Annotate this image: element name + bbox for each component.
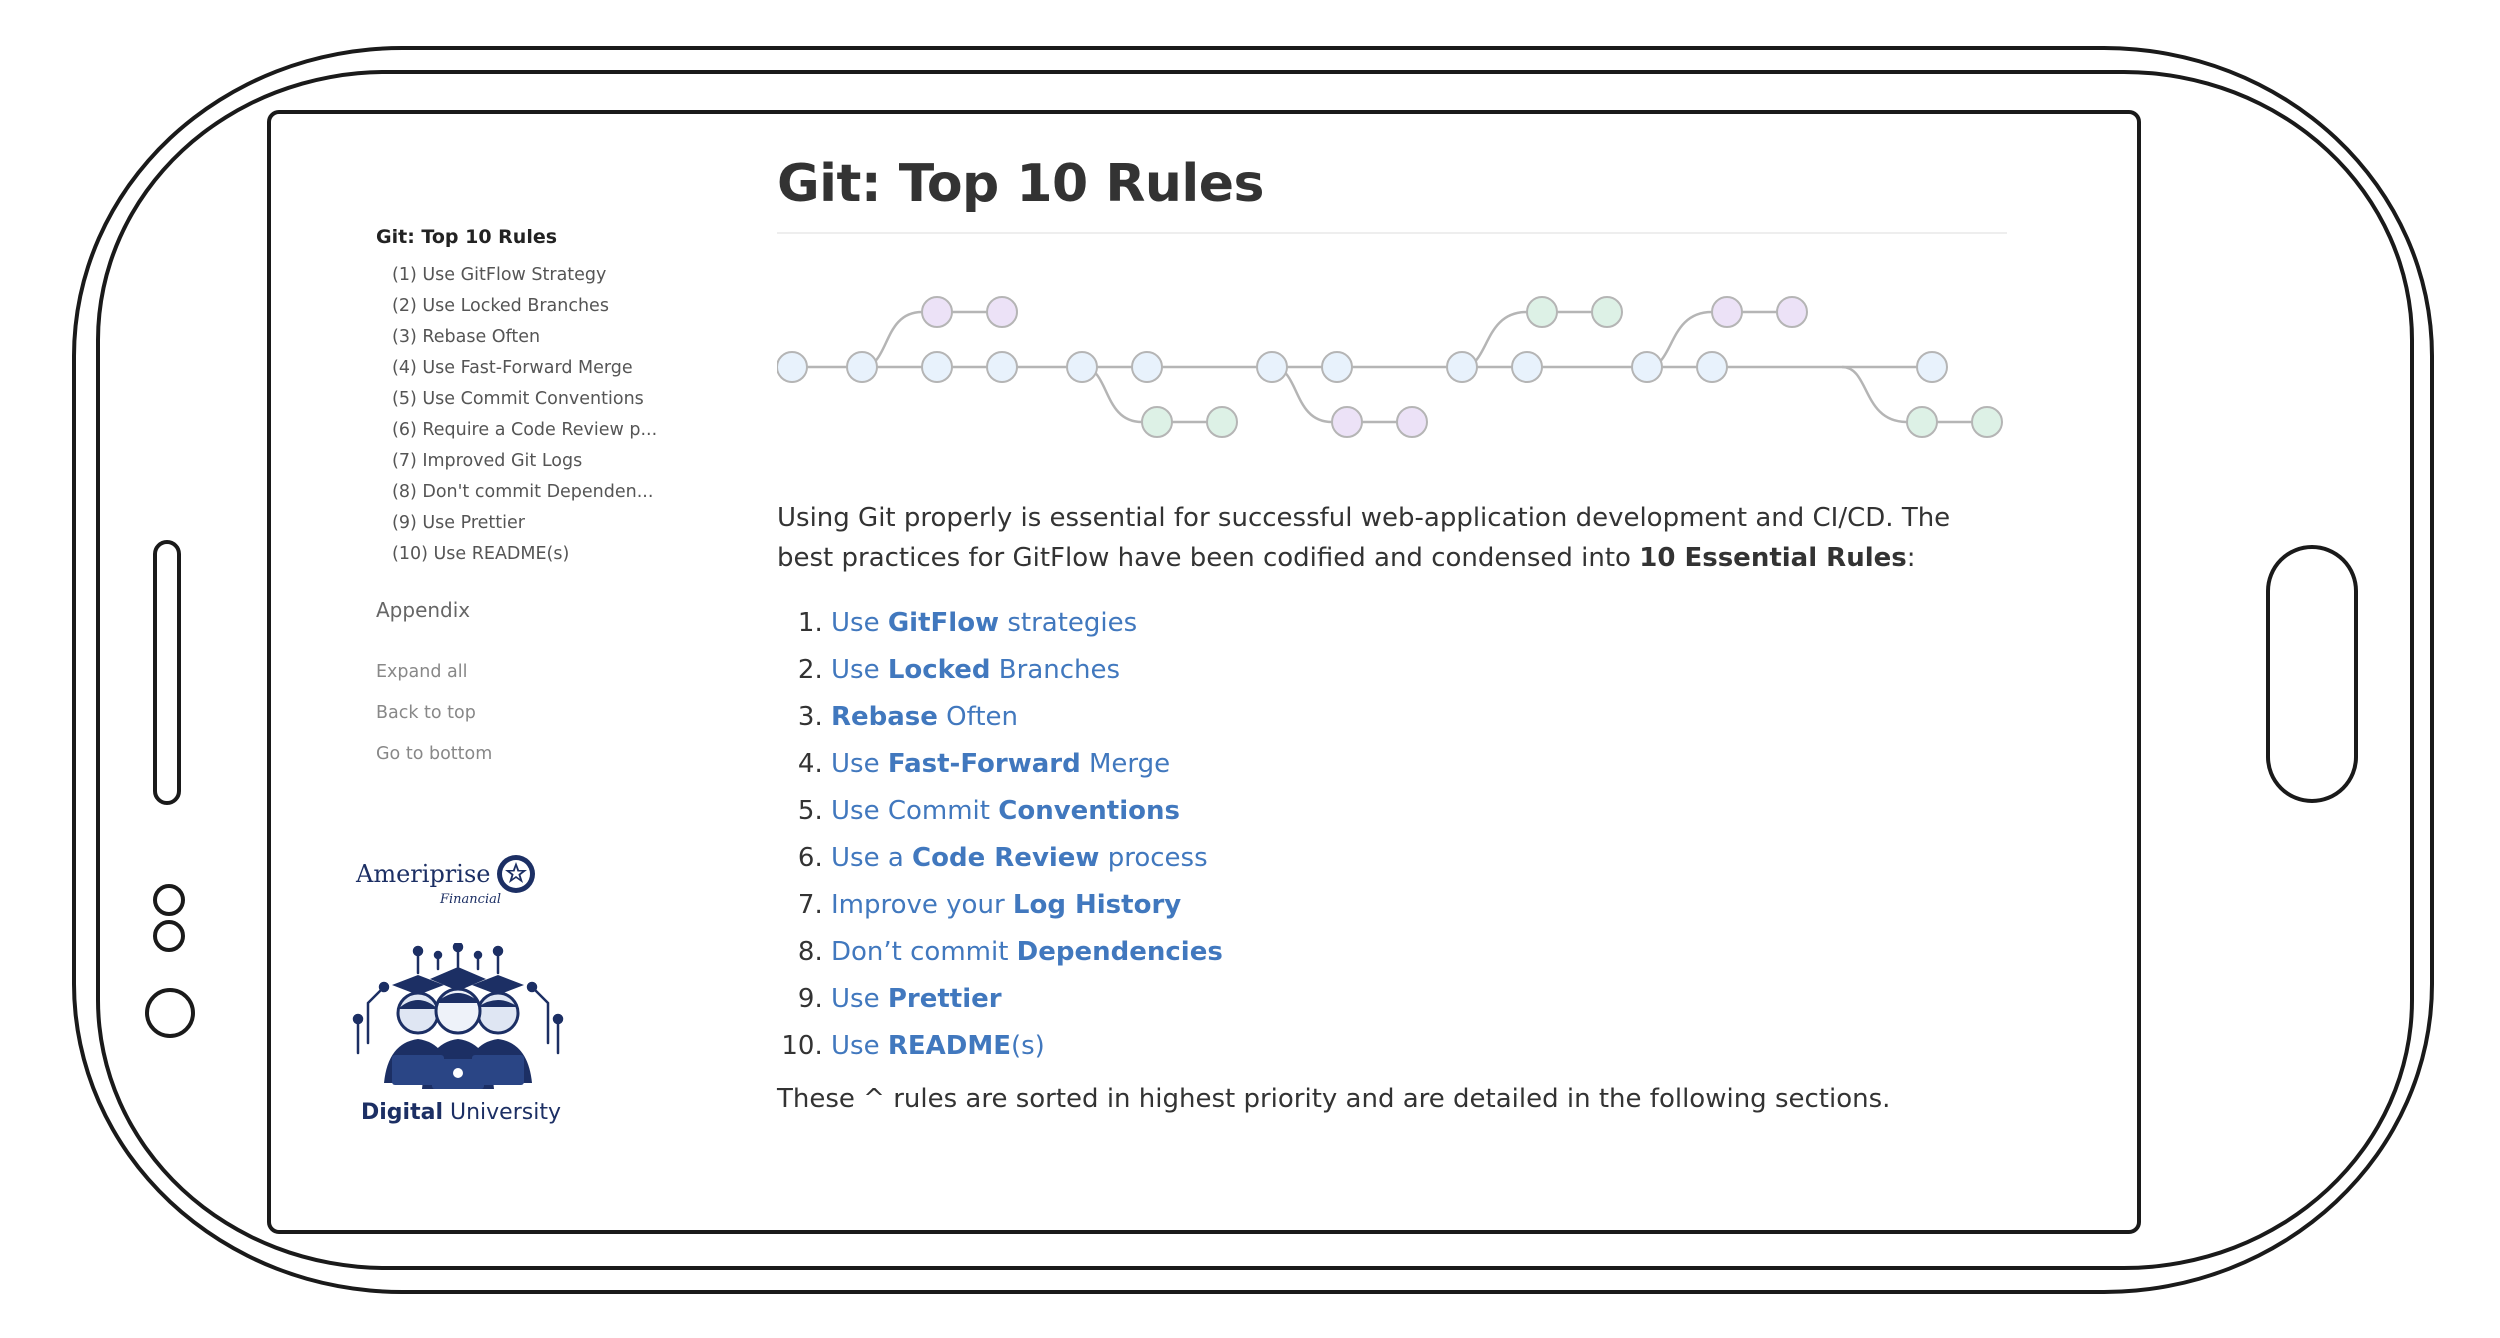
- rule-text: Use: [831, 608, 888, 638]
- table-of-contents: [376, 226, 676, 775]
- rule-text: Use Commit: [831, 796, 999, 826]
- rule-item: [831, 976, 2007, 1023]
- digital-university-label: [361, 1100, 586, 1125]
- home-button[interactable]: [2266, 545, 2358, 803]
- toc-item-locked-branches[interactable]: (2) Use Locked Branches: [392, 296, 609, 316]
- commit-node: [1697, 352, 1727, 382]
- ameriprise-logo: [356, 854, 586, 894]
- toc-item-dependencies[interactable]: (8) Don't commit Dependen...: [392, 482, 654, 502]
- rule-item: [831, 741, 2007, 788]
- rule-item: [831, 647, 2007, 694]
- intro-bold: 10 Essential Rules: [1639, 543, 1907, 573]
- commit-node: [1332, 407, 1362, 437]
- commit-node: [1257, 352, 1287, 382]
- rule-text: Don’t commit: [831, 937, 1017, 967]
- rule-text: strategies: [999, 608, 1138, 638]
- rule-text: Use a: [831, 843, 913, 873]
- commit-node: [1712, 297, 1742, 327]
- toc-list: [376, 260, 676, 570]
- rule-text: Merge: [1080, 749, 1171, 779]
- toc-item-appendix[interactable]: Appendix: [376, 598, 471, 622]
- rule-keyword: Log History: [1012, 890, 1182, 920]
- rule-link-dependencies[interactable]: [831, 937, 1223, 967]
- git-branch-diagram: [777, 292, 2007, 442]
- rule-text: Often: [937, 702, 1019, 732]
- rule-text: Branches: [990, 655, 1121, 685]
- rule-link-log-history[interactable]: [831, 890, 1181, 920]
- rule-text: Use: [831, 984, 888, 1014]
- rule-keyword: Code Review: [912, 843, 1100, 873]
- toc-item-code-review[interactable]: (6) Require a Code Review p...: [392, 420, 658, 440]
- commit-node: [1512, 352, 1542, 382]
- rule-item: [831, 1023, 2007, 1070]
- commit-node: [1207, 407, 1237, 437]
- rule-keyword: Prettier: [887, 984, 1002, 1014]
- commit-node: [1447, 352, 1477, 382]
- commit-node: [1592, 297, 1622, 327]
- commit-node: [1397, 407, 1427, 437]
- intro-paragraph: [777, 498, 2007, 578]
- camera-icon: [145, 988, 195, 1038]
- rule-keyword: README: [887, 1031, 1011, 1061]
- sensor-icon: [153, 884, 185, 916]
- rule-keyword: GitFlow: [887, 608, 1000, 638]
- commit-node: [1132, 352, 1162, 382]
- intro-end: :: [1906, 543, 1916, 573]
- commit-node: [922, 352, 952, 382]
- rules-list: [777, 600, 2007, 1070]
- commit-node: [922, 297, 952, 327]
- rule-text: process: [1099, 843, 1208, 873]
- rule-link-conventions[interactable]: [831, 796, 1180, 826]
- toc-item-git-logs[interactable]: (7) Improved Git Logs: [392, 451, 583, 471]
- rule-keyword: Rebase: [831, 702, 938, 732]
- rule-text: (s): [1010, 1031, 1045, 1061]
- back-to-top-link[interactable]: Back to top: [376, 703, 476, 723]
- sensor-icon: [153, 920, 185, 952]
- toc-item-readme[interactable]: (10) Use README(s): [392, 544, 570, 564]
- toc-item-prettier[interactable]: (9) Use Prettier: [392, 513, 525, 533]
- device-screen: [267, 110, 2141, 1234]
- rule-keyword: Fast-Forward: [887, 749, 1081, 779]
- expand-all-link[interactable]: Expand all: [376, 662, 468, 682]
- rule-item: [831, 835, 2007, 882]
- brand-block: [356, 854, 586, 1125]
- rule-link-gitflow[interactable]: [831, 608, 1137, 638]
- rule-item: [831, 929, 2007, 976]
- toc-item-commit-conventions[interactable]: (5) Use Commit Conventions: [392, 389, 644, 409]
- rule-link-readme[interactable]: [831, 1031, 1045, 1061]
- du-rest: University: [443, 1100, 561, 1125]
- commit-node: [1142, 407, 1172, 437]
- speaker-slot: [153, 540, 181, 805]
- rule-item: [831, 600, 2007, 647]
- commit-node: [987, 297, 1017, 327]
- rule-item: [831, 788, 2007, 835]
- main-content: [777, 154, 2007, 1114]
- toc-title[interactable]: Git: Top 10 Rules: [376, 226, 558, 248]
- commit-node: [1632, 352, 1662, 382]
- go-to-bottom-link[interactable]: Go to bottom: [376, 744, 493, 764]
- rule-text: Use: [831, 749, 888, 779]
- rule-link-rebase[interactable]: [831, 702, 1018, 732]
- toc-item-fast-forward[interactable]: (4) Use Fast-Forward Merge: [392, 358, 633, 378]
- rule-item: [831, 882, 2007, 929]
- rule-link-code-review[interactable]: [831, 843, 1208, 873]
- toc-actions: [376, 652, 676, 775]
- rule-keyword: Locked: [887, 655, 991, 685]
- commit-node: [1777, 297, 1807, 327]
- rule-link-locked[interactable]: [831, 655, 1120, 685]
- commit-node: [1972, 407, 2002, 437]
- commit-node: [1907, 407, 1937, 437]
- rule-text: Use: [831, 655, 888, 685]
- commit-node: [1322, 352, 1352, 382]
- toc-item-gitflow[interactable]: (1) Use GitFlow Strategy: [392, 265, 607, 285]
- graduates-illustration-icon: [348, 943, 568, 1093]
- rule-keyword: Dependencies: [1016, 937, 1223, 967]
- rule-link-fast-forward[interactable]: [831, 749, 1170, 779]
- rule-text: Improve your: [831, 890, 1013, 920]
- rule-item: [831, 694, 2007, 741]
- rule-link-prettier[interactable]: [831, 984, 1002, 1014]
- page-title: Git: Top 10 Rules: [777, 154, 2007, 234]
- commit-node: [1917, 352, 1947, 382]
- outro-paragraph: These ^ rules are sorted in highest priority and are detailed in the following sections.: [777, 1084, 1891, 1114]
- rule-keyword: Conventions: [998, 796, 1180, 826]
- star-seal-icon: [496, 854, 536, 894]
- commit-node: [777, 352, 807, 382]
- brand-name: Ameriprise: [356, 860, 491, 888]
- du-bold: Digital: [361, 1100, 443, 1125]
- commit-node: [1067, 352, 1097, 382]
- brand-subtitle: Financial: [440, 892, 502, 907]
- intro-text: Using Git properly is essential for successful web-application development and CI/CD. The best practices for GitFlow have been codified and condensed into: [777, 503, 1951, 573]
- commit-node: [847, 352, 877, 382]
- commit-node: [1527, 297, 1557, 327]
- rule-text: Use: [831, 1031, 888, 1061]
- commit-node: [987, 352, 1017, 382]
- toc-item-rebase[interactable]: (3) Rebase Often: [392, 327, 541, 347]
